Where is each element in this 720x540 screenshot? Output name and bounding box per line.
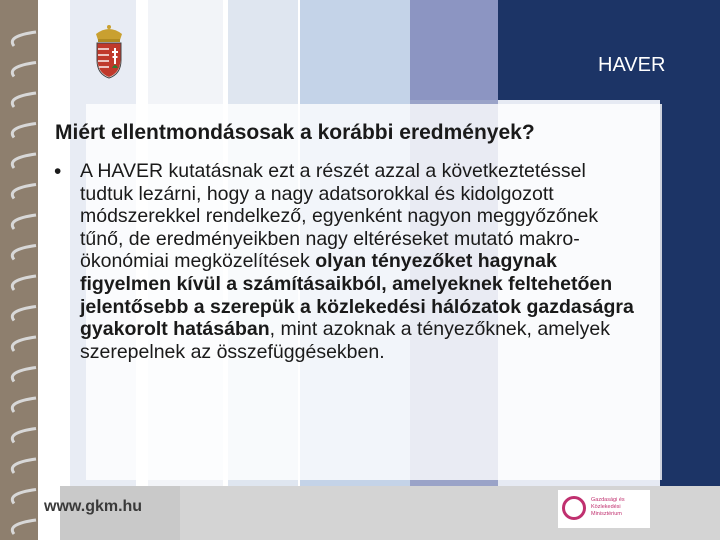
binding-ring [12,154,36,168]
binding-ring [12,429,36,443]
binding-ring [12,63,36,77]
ministry-logo-icon [558,490,650,528]
body-part-2-bold: olyan tényezőket hagynak figyelmen kívül a számításaikból, amelyeknek feltehetően jelentősebb a szerepük a közlekedési hálózatok gazdaságra gyakorolt hatásában [80,250,634,341]
hungarian-coat-of-arms-icon [90,24,128,80]
binding-ring [12,185,36,199]
right-sidebar-bar [660,100,720,520]
header-bar [498,0,720,100]
binding-ring [12,124,36,138]
binding-ring [12,398,36,412]
binding-ring [12,93,36,107]
binding-ring [12,32,36,46]
body-part-3: , mint azoknak a tényezőknek, amelyek szerepelnek az összefüggésekben. [80,318,610,363]
spiral-binding-icon [0,0,40,540]
ministry-logo-circle [562,496,586,520]
slide-heading: Miért ellentmondásosak a korábbi eredmények? [55,121,535,144]
bullet-body-text [80,160,640,363]
binding-ring [12,490,36,504]
binding-ring [12,337,36,351]
footer-url-link[interactable]: www.gkm.hu [44,498,143,515]
binding-ring [12,459,36,473]
binding-ring [12,520,36,534]
binding-ring [12,276,36,290]
binding-ring [12,215,36,229]
bullet-marker: • [54,160,62,183]
body-part-1: A HAVER kutatásnak ezt a részét azzal a következtetéssel tudtuk lezárni, hogy a nagy adatsorokkal és kidolgozott módszerekkel rendelkező, egyenként nagyon meggyőzőnek tűnő, de eredményeikben nagy eltéréseket mutató makro-ökonómiai megközelítések [80,160,599,273]
binding-ring [12,246,36,260]
binding-ring [12,307,36,321]
header-title: HAVER [598,54,666,76]
binding-ring [12,368,36,382]
ministry-logo-text: Gazdasági és Közlekedési Minisztérium [591,497,625,517]
